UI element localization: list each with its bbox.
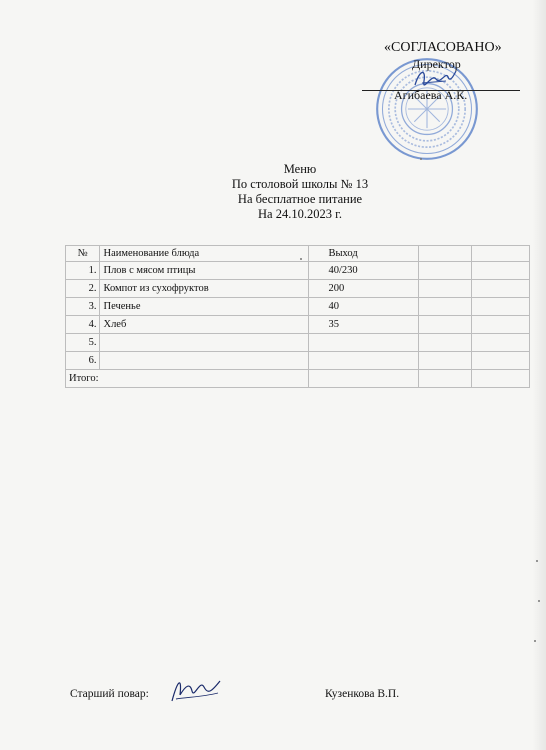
table-row bbox=[66, 352, 530, 370]
table-header-row bbox=[66, 246, 530, 262]
table-row bbox=[66, 334, 530, 352]
table-row bbox=[66, 316, 530, 334]
row-output: 40/230 bbox=[308, 262, 418, 280]
scan-speck bbox=[536, 560, 538, 562]
total-label: Итого: bbox=[66, 370, 309, 388]
table-row bbox=[66, 262, 530, 280]
scan-speck bbox=[538, 600, 540, 602]
table-row bbox=[66, 298, 530, 316]
page-edge-shadow bbox=[532, 0, 546, 750]
row-dish-name: Компот из сухофруктов bbox=[100, 280, 308, 298]
row-output bbox=[308, 334, 418, 352]
table-total-row bbox=[66, 370, 530, 388]
approval-director-name: Агибаева А.К. bbox=[394, 88, 468, 102]
row-empty-cell bbox=[472, 334, 530, 352]
row-num: 2. bbox=[66, 280, 100, 298]
chef-role: Старший повар: bbox=[70, 688, 149, 700]
row-output: 35 bbox=[308, 316, 418, 334]
menu-school: По столовой школы № 13 bbox=[231, 177, 369, 191]
row-empty-cell bbox=[418, 280, 472, 298]
row-empty-cell bbox=[418, 316, 472, 334]
column-header-name: Наименование блюда bbox=[100, 246, 308, 262]
row-empty-cell bbox=[418, 262, 472, 280]
scan-speck bbox=[534, 640, 536, 642]
scan-speck bbox=[420, 158, 422, 160]
row-empty-cell bbox=[418, 298, 472, 316]
column-header-empty bbox=[418, 246, 472, 262]
row-output bbox=[308, 352, 418, 370]
total-empty-cell bbox=[472, 370, 530, 388]
row-dish-name bbox=[100, 334, 308, 352]
approval-position: Директор bbox=[412, 57, 461, 71]
row-num: 5. bbox=[66, 334, 100, 352]
chef-signature bbox=[168, 673, 224, 707]
total-value bbox=[308, 370, 418, 388]
row-num: 3. bbox=[66, 298, 100, 316]
approval-block bbox=[360, 38, 530, 138]
menu-title: Меню bbox=[283, 162, 317, 176]
scan-speck bbox=[300, 258, 302, 260]
row-output: 200 bbox=[308, 280, 418, 298]
column-header-output: Выход bbox=[308, 246, 418, 262]
column-header-num: № bbox=[66, 246, 100, 262]
menu-subtitle: На бесплатное питание bbox=[237, 192, 363, 206]
row-empty-cell bbox=[472, 280, 530, 298]
row-dish-name: Плов с мясом птицы bbox=[100, 262, 308, 280]
row-num: 1. bbox=[66, 262, 100, 280]
row-empty-cell bbox=[472, 352, 530, 370]
row-dish-name: Хлеб bbox=[100, 316, 308, 334]
row-output: 40 bbox=[308, 298, 418, 316]
total-empty-cell bbox=[418, 370, 472, 388]
row-dish-name: Печенье bbox=[100, 298, 308, 316]
column-header-empty bbox=[472, 246, 530, 262]
menu-table bbox=[65, 245, 530, 388]
menu-header bbox=[0, 162, 546, 222]
row-empty-cell bbox=[472, 262, 530, 280]
row-empty-cell bbox=[472, 298, 530, 316]
row-dish-name bbox=[100, 352, 308, 370]
table-row bbox=[66, 280, 530, 298]
row-num: 6. bbox=[66, 352, 100, 370]
menu-date: На 24.10.2023 г. bbox=[258, 207, 342, 221]
row-empty-cell bbox=[418, 352, 472, 370]
chef-name: Кузенкова В.П. bbox=[325, 688, 400, 700]
row-empty-cell bbox=[418, 334, 472, 352]
row-num: 4. bbox=[66, 316, 100, 334]
row-empty-cell bbox=[472, 316, 530, 334]
approval-title: «СОГЛАСОВАНО» bbox=[384, 40, 502, 55]
